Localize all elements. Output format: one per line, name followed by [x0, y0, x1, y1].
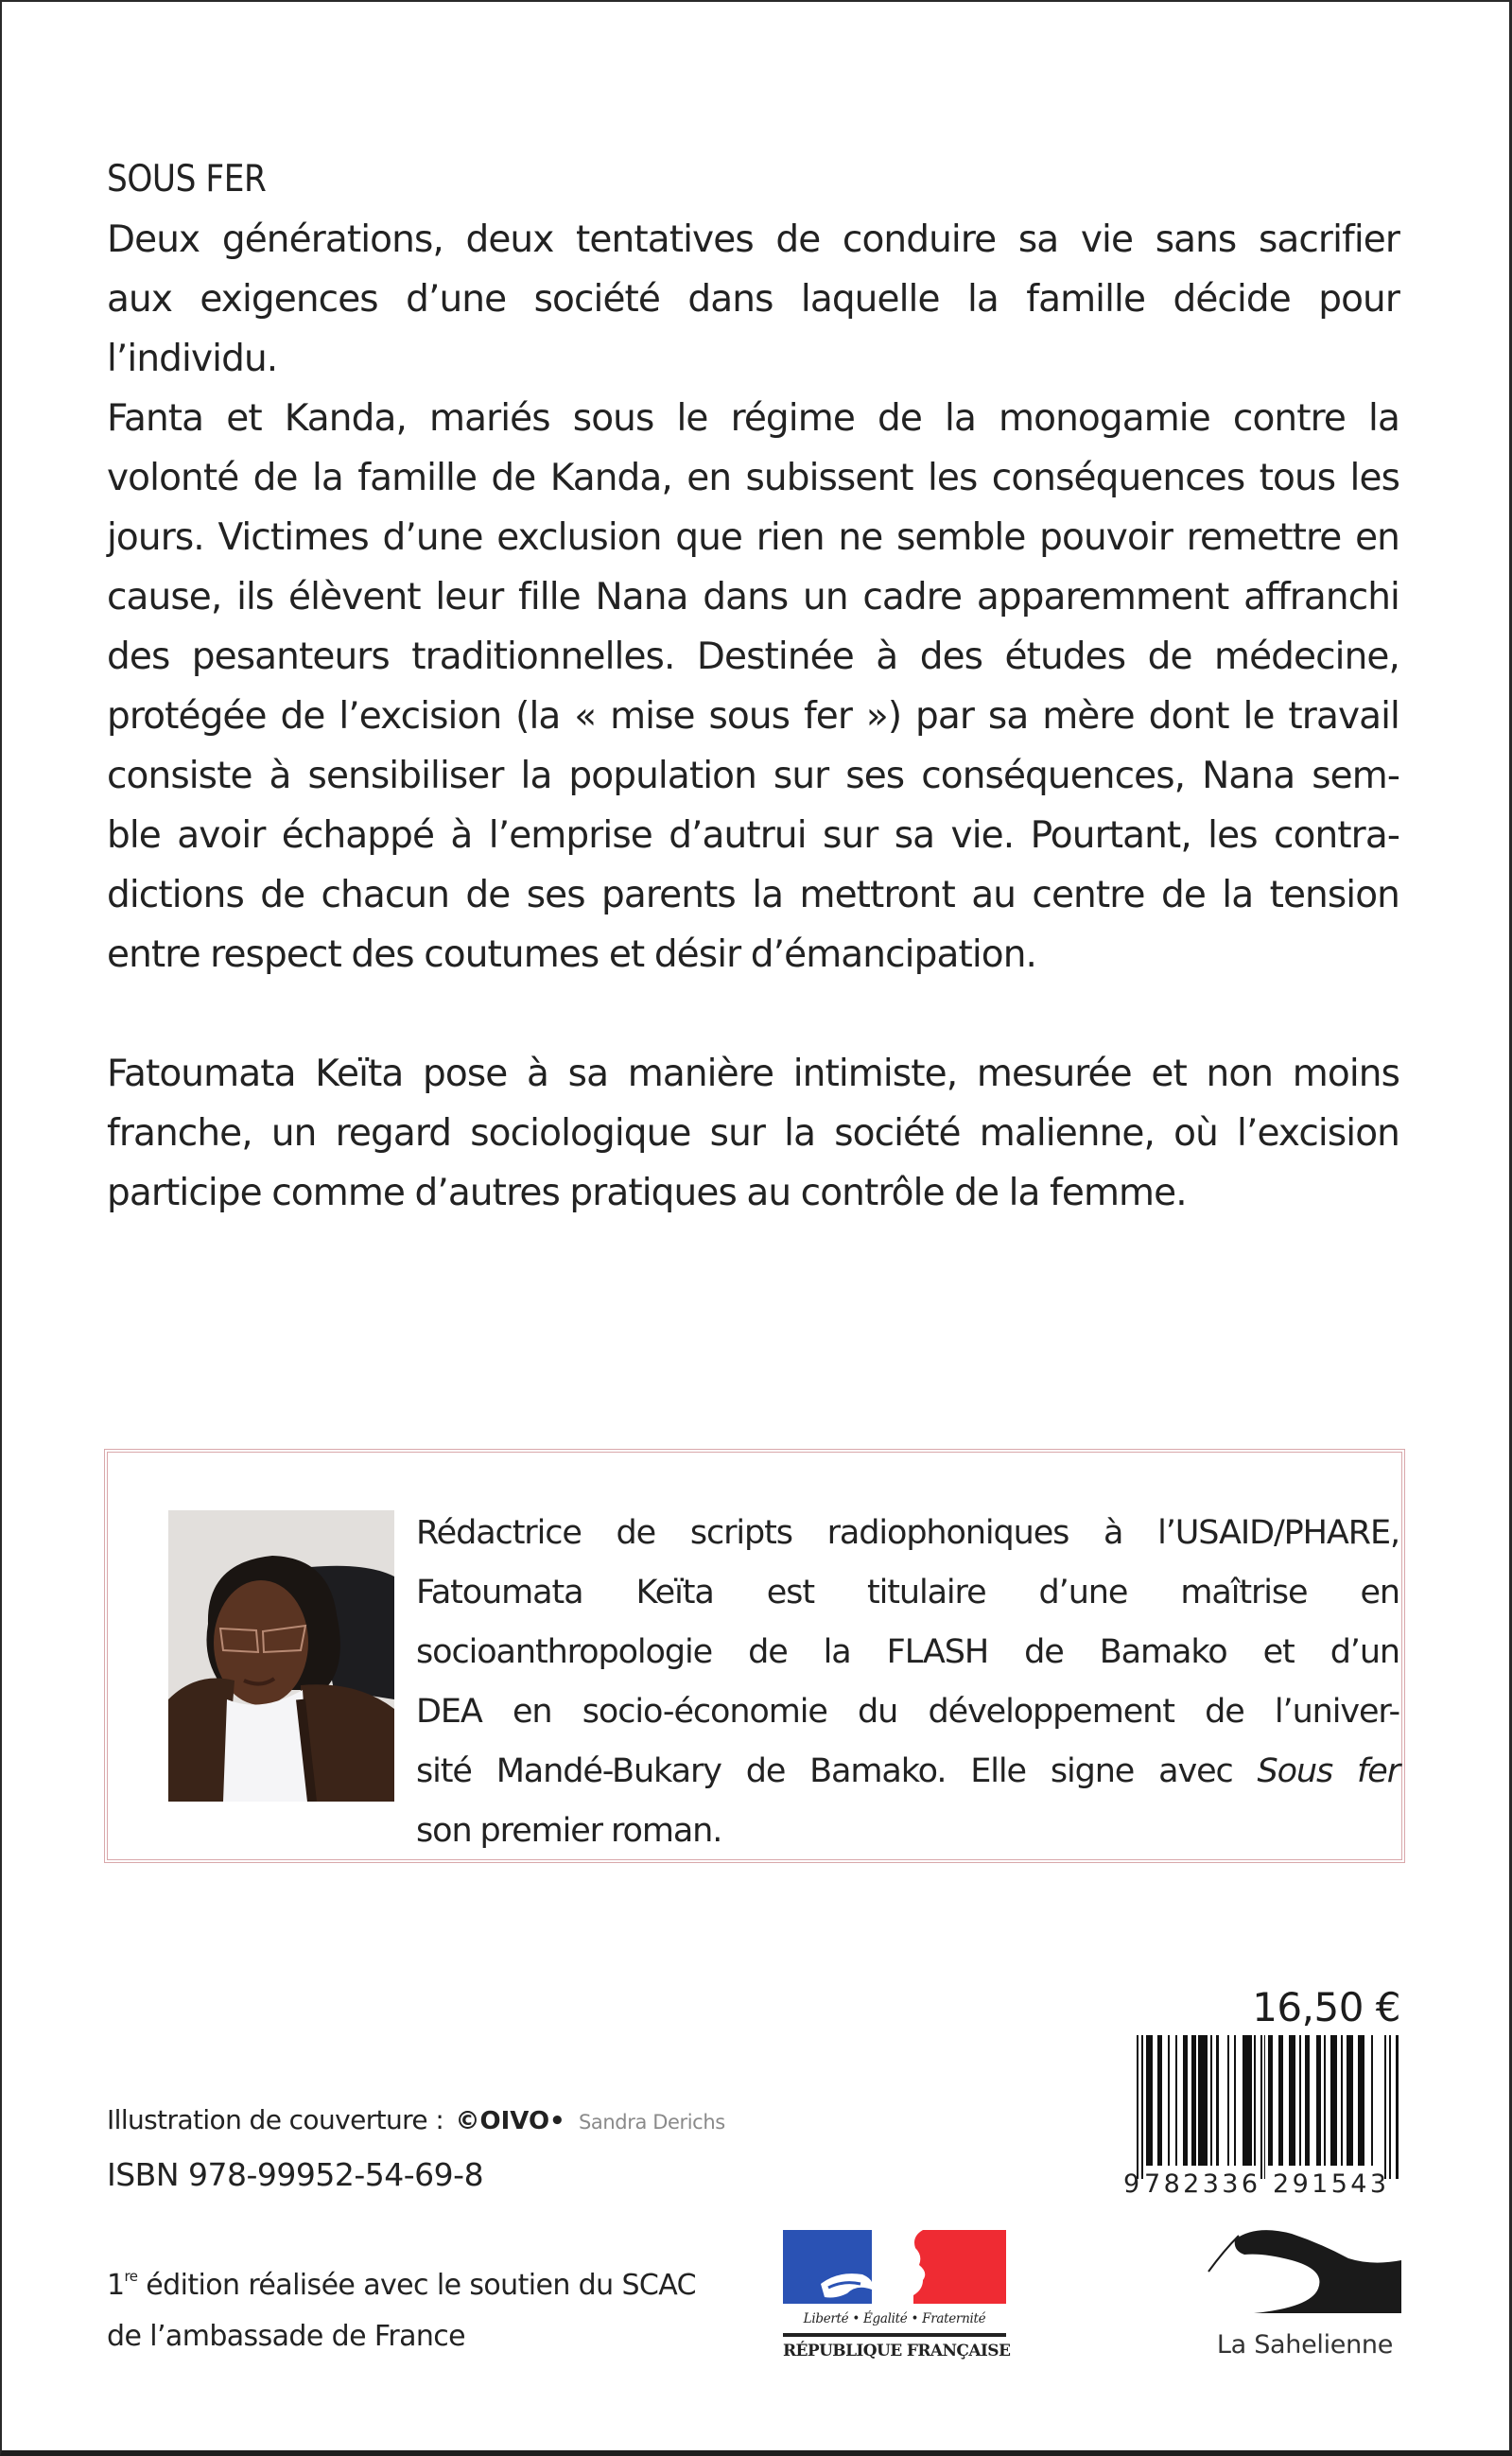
- edition-suffix: re: [124, 2268, 138, 2285]
- blurb-paragraph-1: [107, 210, 1399, 984]
- barcode-digit-first: 9: [1123, 2169, 1140, 2199]
- blurb-line: consiste à sensibiliser la population sur ses conséquences, Nana sem-: [107, 755, 1399, 797]
- barcode-bar: [1358, 2035, 1364, 2166]
- barcode-bar: [1264, 2035, 1265, 2179]
- barcode-bar: [1316, 2035, 1321, 2166]
- barcode-bar: [1371, 2035, 1373, 2166]
- blurb-line: des pesanteurs traditionnelles. Destinée à des études de médecine,: [107, 636, 1399, 678]
- edition-line-1-text: édition réalisée avec le soutien du SCAC: [137, 2269, 696, 2302]
- author-bio: [416, 1504, 1399, 1861]
- bio-line: DEA en socio-économie du développement de l’univer-: [416, 1693, 1399, 1731]
- barcode-bar: [1324, 2035, 1326, 2166]
- bio-line: [416, 1742, 1399, 1802]
- blurb-line: cause, ils élèvent leur fille Nana dans un cadre apparemment affranchi: [107, 576, 1399, 618]
- republic-motto: Liberté • Égalité • Fraternité: [803, 2311, 986, 2326]
- flag-red-icon: [913, 2230, 1006, 2304]
- la-sahelienne-wave-logo-icon: [1207, 2222, 1405, 2317]
- blurb-line: dictions de chacun de ses parents la mettront au centre de la tension: [107, 874, 1399, 916]
- barcode-bar: [1330, 2035, 1337, 2166]
- barcode-bar: [1175, 2035, 1177, 2166]
- barcode-bar: [1198, 2035, 1208, 2166]
- book-title-italic: Sous fer: [1257, 1752, 1399, 1790]
- barcode-bar: [1157, 2035, 1162, 2166]
- barcode-bar: [1341, 2035, 1343, 2166]
- barcode-bar: [1234, 2035, 1236, 2166]
- blurb-line: Fatoumata Keïta pose à sa manière intimiste, mesurée et non moins: [107, 1053, 1399, 1095]
- barcode-bar: [1243, 2035, 1252, 2166]
- bio-line: Fatoumata Keïta est titulaire d’une maîtrise en: [416, 1574, 1399, 1611]
- barcode-bar: [1227, 2035, 1229, 2166]
- barcode-bar: [1191, 2035, 1196, 2166]
- barcode-bar: [1268, 2035, 1273, 2166]
- edition-number: 1: [107, 2269, 125, 2302]
- blurb-line: l’individu.: [107, 338, 278, 380]
- book-title: SOUS FER: [107, 158, 267, 200]
- barcode-bar: [1396, 2035, 1399, 2179]
- blurb-line: entre respect des coutumes et désir d’émancipation.: [107, 933, 1037, 976]
- barcode-bar: [1305, 2035, 1310, 2166]
- blurb-line: jours. Victimes d’une exclusion que rien ne semble pouvoir remettre en: [107, 516, 1399, 559]
- edition-line-1: [107, 2251, 696, 2311]
- barcode-bars: [1137, 2035, 1399, 2179]
- blurb-paragraph-2: [107, 1044, 1399, 1223]
- barcode-bar: [1389, 2035, 1391, 2179]
- barcode-bar: [1183, 2035, 1188, 2166]
- barcode-bar: [1146, 2035, 1153, 2166]
- blurb-line: Fanta et Kanda, mariés sous le régime de la monogamie contre la: [107, 397, 1399, 440]
- barcode-bar: [1210, 2035, 1212, 2166]
- barcode-bar: [1216, 2035, 1219, 2166]
- republic-name: RÉPUBLIQUE FRANÇAISE: [783, 2342, 1011, 2360]
- blurb-line: franche, un regard sociologique sur la société malienne, où l’excision: [107, 1112, 1399, 1155]
- blurb-line: volonté de la famille de Kanda, en subissent les conséquences tous les: [107, 457, 1399, 499]
- bio-line-text: sité Mandé-Bukary de Bamako. Elle signe avec: [416, 1752, 1258, 1790]
- barcode: [1123, 2035, 1403, 2201]
- barcode-bar: [1289, 2035, 1295, 2166]
- artist-name: Sandra Derichs: [579, 2111, 725, 2134]
- bio-line: son premier roman.: [416, 1812, 722, 1850]
- barcode-bar: [1384, 2035, 1386, 2179]
- barcode-digits-right: 291543: [1273, 2169, 1386, 2199]
- blurb-line: participe comme d’autres pratiques au contrôle de la femme.: [107, 1172, 1187, 1214]
- barcode-bar: [1347, 2035, 1353, 2166]
- publisher-name: La Sahelienne: [1216, 2330, 1394, 2360]
- blurb-line: ble avoir échappé à l’emprise d’autrui sur sa vie. Pourtant, les contra-: [107, 814, 1399, 857]
- oivo-logo: ©OIVO•: [455, 2107, 565, 2135]
- credit-label: Illustration de couverture :: [107, 2104, 444, 2135]
- barcode-bar: [1299, 2035, 1301, 2166]
- edition-note: [107, 2251, 696, 2362]
- barcode-bar: [1260, 2035, 1262, 2179]
- edition-line-2: de l’ambassade de France: [107, 2320, 466, 2353]
- barcode-bar: [1168, 2035, 1170, 2166]
- blurb-line: aux exigences d’une société dans laquelle la famille décide pour: [107, 278, 1399, 321]
- bio-line: socioanthropologie de la FLASH de Bamako et d’un: [416, 1633, 1399, 1671]
- price: 16,50 €: [1252, 1984, 1400, 2030]
- author-photo: [168, 1510, 394, 1802]
- republic-divider: [783, 2333, 1006, 2337]
- isbn: ISBN 978-99952-54-69-8: [107, 2156, 484, 2193]
- barcode-bar: [1137, 2035, 1138, 2179]
- barcode-digits-left: 782336: [1144, 2169, 1258, 2199]
- barcode-bar: [1141, 2035, 1143, 2179]
- cover-illustration-credit: [107, 2101, 725, 2141]
- blurb-line: Deux générations, deux tentatives de conduire sa vie sans sacrifier: [107, 218, 1399, 261]
- bio-line: Rédactrice de scripts radiophoniques à l’USAID/PHARE,: [416, 1514, 1399, 1552]
- author-portrait-icon: [168, 1510, 394, 1802]
- barcode-bar: [1254, 2035, 1256, 2166]
- barcode-bar: [1278, 2035, 1283, 2166]
- blurb-line: protégée de l’excision (la « mise sous fer ») par sa mère dont le travail: [107, 695, 1399, 738]
